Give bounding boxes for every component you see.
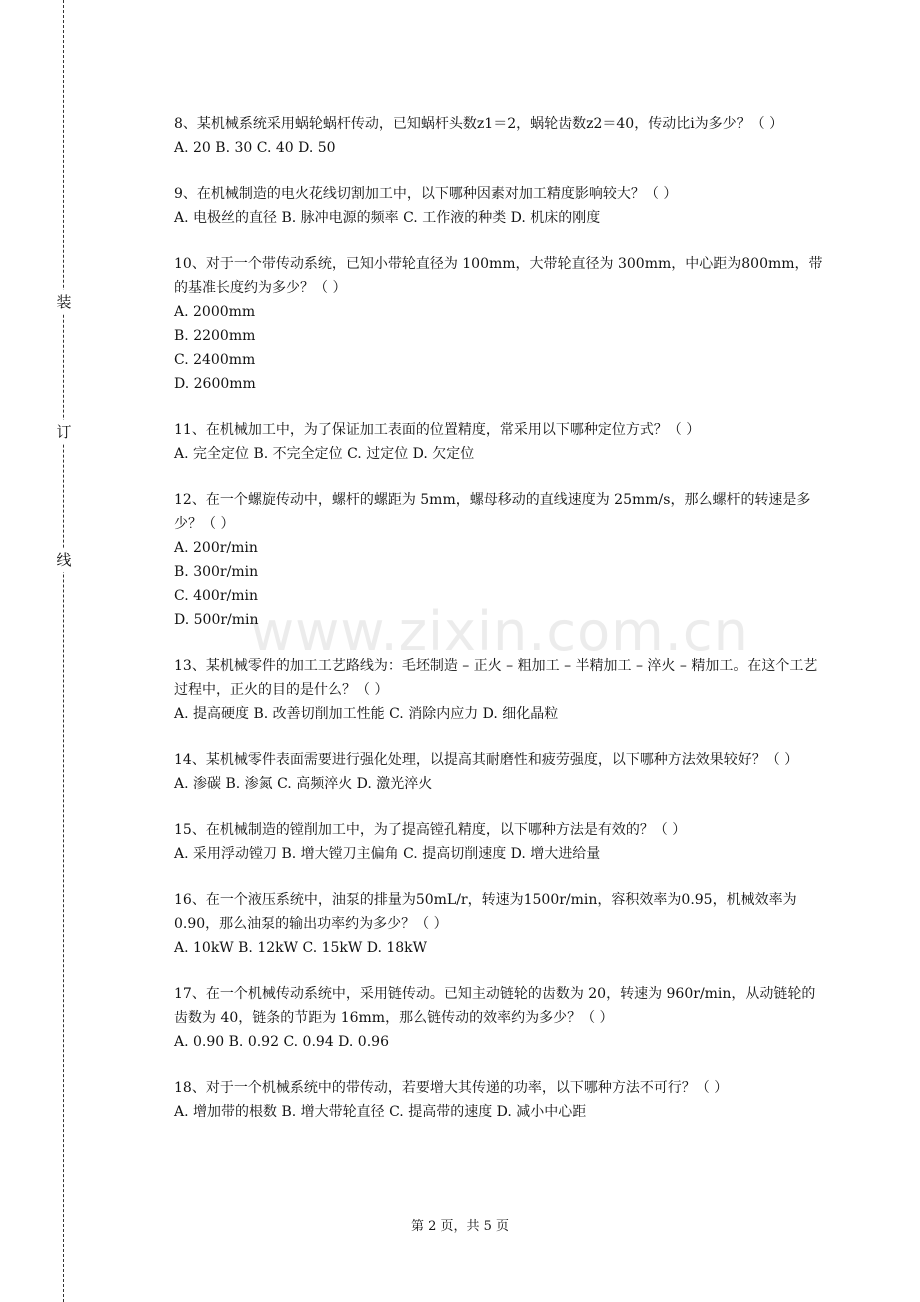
question-8 bbox=[174, 112, 824, 160]
binding-char-zhuang: 装 bbox=[55, 290, 73, 314]
binding-dashed-line bbox=[63, 0, 64, 1302]
watermark: www.zixin.com.cn bbox=[250, 600, 749, 663]
question-text: 13、某机械零件的加工工艺路线为：毛坯制造 – 正火 – 粗加工 – 半精加工 – 淬火 – 精加工。在这个工艺过程中，正火的目的是什么？（ ） bbox=[174, 658, 818, 698]
question-13 bbox=[174, 654, 824, 726]
question-text: 12、在一个螺旋传动中，螺杆的螺距为 5mm，螺母移动的直线速度为 25mm/s，那么螺杆的转速是多少？（ ） bbox=[174, 492, 811, 532]
option-c: C. 2400mm bbox=[174, 352, 256, 368]
question-18 bbox=[174, 1076, 824, 1124]
option-d: D. 2600mm bbox=[174, 376, 256, 392]
question-text: 11、在机械加工中，为了保证加工表面的位置精度，常采用以下哪种定位方式？（ ） bbox=[174, 422, 701, 438]
question-12 bbox=[174, 488, 824, 632]
question-10 bbox=[174, 252, 824, 396]
question-options: A. 10kW B. 12kW C. 15kW D. 18kW bbox=[174, 940, 428, 956]
question-17 bbox=[174, 982, 824, 1054]
question-list bbox=[174, 112, 824, 1146]
option-c: C. 400r/min bbox=[174, 588, 259, 604]
question-text: 9、在机械制造的电火花线切割加工中，以下哪种因素对加工精度影响较大？（ ） bbox=[174, 186, 678, 202]
binding-char-ding: 订 bbox=[55, 420, 73, 444]
question-options: A. 电极丝的直径 B. 脉冲电源的频率 C. 工作液的种类 D. 机床的刚度 bbox=[174, 210, 601, 226]
option-b: B. 300r/min bbox=[174, 564, 259, 580]
question-9 bbox=[174, 182, 824, 230]
question-options: A. 增加带的根数 B. 增大带轮直径 C. 提高带的速度 D. 减小中心距 bbox=[174, 1104, 587, 1120]
question-11 bbox=[174, 418, 824, 466]
option-a: A. 2000mm bbox=[174, 304, 256, 320]
question-options: A. 渗碳 B. 渗氮 C. 高频淬火 D. 激光淬火 bbox=[174, 776, 433, 792]
question-options: A. 20 B. 30 C. 40 D. 50 bbox=[174, 140, 336, 156]
question-options: A. 采用浮动镗刀 B. 增大镗刀主偏角 C. 提高切削速度 D. 增大进给量 bbox=[174, 846, 601, 862]
page-number: 第 2 页，共 5 页 bbox=[410, 1219, 510, 1234]
question-options: A. 0.90 B. 0.92 C. 0.94 D. 0.96 bbox=[174, 1034, 389, 1050]
question-14 bbox=[174, 748, 824, 796]
question-16 bbox=[174, 888, 824, 960]
question-text: 18、对于一个机械系统中的带传动，若要增大其传递的功率，以下哪种方法不可行？（ ） bbox=[174, 1080, 729, 1096]
option-b: B. 2200mm bbox=[174, 328, 256, 344]
question-15 bbox=[174, 818, 824, 866]
question-text: 14、某机械零件表面需要进行强化处理，以提高其耐磨性和疲劳强度，以下哪种方法效果较好？（ ） bbox=[174, 752, 799, 768]
question-text: 15、在机械制造的镗削加工中，为了提高镗孔精度，以下哪种方法是有效的？（ ） bbox=[174, 822, 687, 838]
question-text: 8、某机械系统采用蜗轮蜗杆传动，已知蜗杆头数z1＝2，蜗轮齿数z2＝40，传动比i为多少？（ ） bbox=[174, 116, 784, 132]
question-options: A. 提高硬度 B. 改善切削加工性能 C. 消除内应力 D. 细化晶粒 bbox=[174, 706, 559, 722]
binding-char-xian: 线 bbox=[55, 548, 73, 572]
option-a: A. 200r/min bbox=[174, 540, 258, 556]
question-options: A. 完全定位 B. 不完全定位 C. 过定位 D. 欠定位 bbox=[174, 446, 475, 462]
question-text: 17、在一个机械传动系统中，采用链传动。已知主动链轮的齿数为 20，转速为 960r/min，从动链轮的齿数为 40，链条的节距为 16mm，那么链传动的效率约为多少？（ ） bbox=[174, 986, 816, 1026]
question-text: 16、在一个液压系统中，油泵的排量为50mL/r，转速为1500r/min，容积效率为0.95，机械效率为 0.90，那么油泵的输出功率约为多少？（ ） bbox=[174, 892, 797, 932]
question-text: 10、对于一个带传动系统，已知小带轮直径为 100mm，大带轮直径为 300mm，中心距为800mm，带的基准长度约为多少？（ ） bbox=[174, 256, 823, 296]
option-d: D. 500r/min bbox=[174, 612, 259, 628]
